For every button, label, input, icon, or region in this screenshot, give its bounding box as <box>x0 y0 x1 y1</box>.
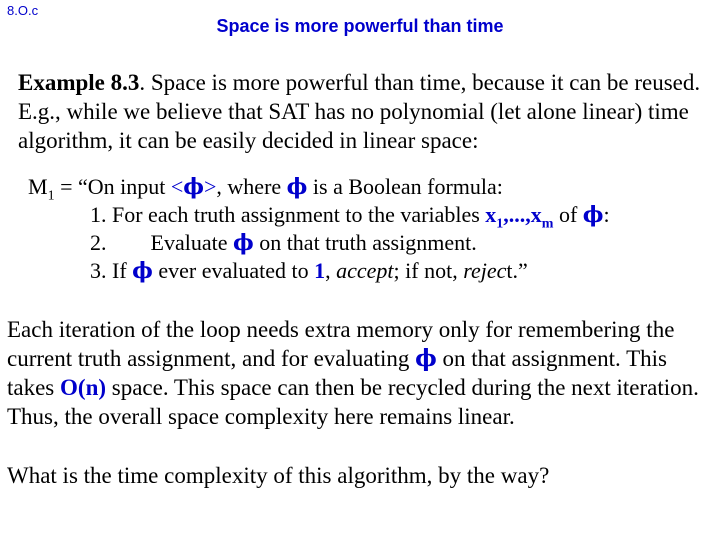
step1-text: 1. For each truth assignment to the variables <box>90 202 486 227</box>
step2-text1: Evaluate <box>150 230 233 255</box>
explanation-text-2: on that assignment. This takes <box>7 346 667 400</box>
var-dots: ,...,x <box>503 202 542 227</box>
var-sub-1: 1 <box>496 216 504 232</box>
explanation-paragraph <box>7 315 717 431</box>
phi-desc: , where <box>216 174 287 199</box>
complexity-value: O(n) <box>60 375 107 400</box>
phi-symbol: ϕ <box>132 258 153 284</box>
phi-is-text: is a Boolean formula: <box>307 174 503 199</box>
value-one: 1 <box>314 258 326 283</box>
step3-comma: , <box>325 258 337 283</box>
phi-symbol: ϕ <box>183 174 204 200</box>
phi-symbol: ϕ <box>286 174 308 200</box>
step3-text2: ever evaluated to <box>152 258 315 283</box>
slide-label: 8.O.c <box>7 3 39 18</box>
algorithm-step-3 <box>28 257 718 285</box>
page-title-text: Space is more powerful than time <box>216 16 504 36</box>
accept-word: accept <box>336 258 394 283</box>
var-x: x <box>485 202 497 227</box>
page-title <box>0 16 720 37</box>
reject-word: rejec <box>463 258 507 283</box>
phi-symbol: ϕ <box>232 230 254 256</box>
var-sub-m: m <box>541 216 554 232</box>
step3-mid: ; if not, <box>393 258 464 283</box>
step2-num: 2. <box>90 230 107 255</box>
algorithm-header <box>28 173 718 204</box>
algorithm-step-2 <box>28 229 718 257</box>
example-label: Example 8.3 <box>18 70 140 95</box>
step1-end: : <box>603 202 610 227</box>
machine-name: M <box>28 174 48 199</box>
intro-text: . Space is more powerful than time, because it can be reused. E.g., while we believe that SAT has no polynomial (let alone linear) time algorithm, it can be easily decided in linear space: <box>18 70 701 153</box>
input-open-bracket: < <box>170 174 184 199</box>
intro-paragraph <box>18 68 718 155</box>
explanation-text-3: space. This space can then be recycled during the next iteration. Thus, the overall space complexity here remains linear. <box>7 375 699 429</box>
algorithm-step-1 <box>28 201 718 232</box>
step1-of: of <box>553 202 583 227</box>
phi-symbol: ϕ <box>415 345 437 372</box>
algorithm-opening: = “On input <box>54 174 171 199</box>
input-close-bracket: > <box>204 174 217 199</box>
algorithm-block <box>28 173 718 285</box>
step2-text2: on that truth assignment. <box>253 230 477 255</box>
machine-subscript: 1 <box>47 188 55 204</box>
step3-text1: 3. If <box>90 258 133 283</box>
phi-symbol: ϕ <box>582 202 604 228</box>
explanation-text-1: Each iteration of the loop needs extra memory only for remembering the current truth assignment, and for evaluating <box>7 317 675 371</box>
question-paragraph: What is the time complexity of this algorithm, by the way? <box>7 463 550 488</box>
step3-end: t.” <box>506 258 528 283</box>
